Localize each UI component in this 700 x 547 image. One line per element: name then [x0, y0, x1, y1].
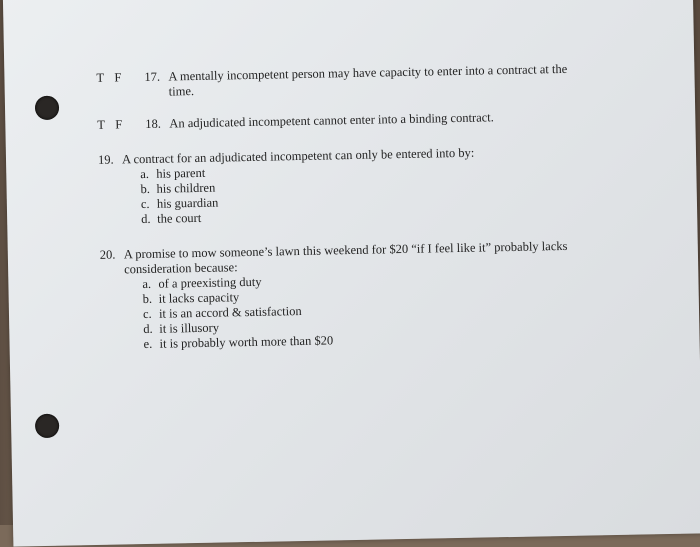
binder-hole-bottom [35, 414, 59, 438]
question-number: 17. [144, 69, 161, 84]
worksheet-page [3, 0, 700, 547]
option-d[interactable]: d. it is illusory [143, 320, 220, 337]
question-text-continued: consideration because: [124, 260, 238, 277]
question-number: 20. [99, 247, 116, 262]
binder-hole-top [35, 96, 59, 120]
question-number: 18. [145, 116, 162, 131]
question-text-continued: time. [168, 84, 195, 99]
true-false-choice [96, 70, 132, 86]
false-option[interactable]: F [114, 70, 122, 85]
option-b[interactable]: b. it lacks capacity [142, 290, 240, 307]
answer-options [140, 158, 619, 227]
question-number: 19. [97, 152, 114, 167]
option-b[interactable]: b. his children [140, 180, 216, 197]
question-text: A mentally incompetent person may have capacity to enter into a contract at the [168, 61, 568, 84]
answer-options [142, 268, 621, 352]
true-false-choice [97, 117, 133, 133]
false-option[interactable]: F [115, 117, 123, 132]
true-option[interactable]: T [97, 117, 106, 132]
option-c[interactable]: c. his guardian [140, 195, 219, 212]
question-text: An adjudicated incompetent cannot enter into a binding contract. [169, 110, 494, 131]
option-e[interactable]: e. it is probably worth more than $20 [143, 333, 334, 352]
question-text: A contract for an adjudicated incompetent can only be entered into by: [121, 145, 475, 167]
true-option[interactable]: T [96, 70, 105, 85]
option-a[interactable]: a. his parent [140, 165, 206, 182]
question-list [96, 61, 621, 353]
option-c[interactable]: c. it is an accord & satisfaction [142, 303, 302, 322]
question-text: A promise to mow someone’s lawn this weekend for $20 “if I feel like it” probably lacks [123, 238, 568, 262]
option-d[interactable]: d. the court [141, 210, 202, 227]
question-20 [100, 238, 622, 353]
question-19 [98, 143, 619, 228]
option-a[interactable]: a. of a preexisting duty [142, 274, 262, 292]
